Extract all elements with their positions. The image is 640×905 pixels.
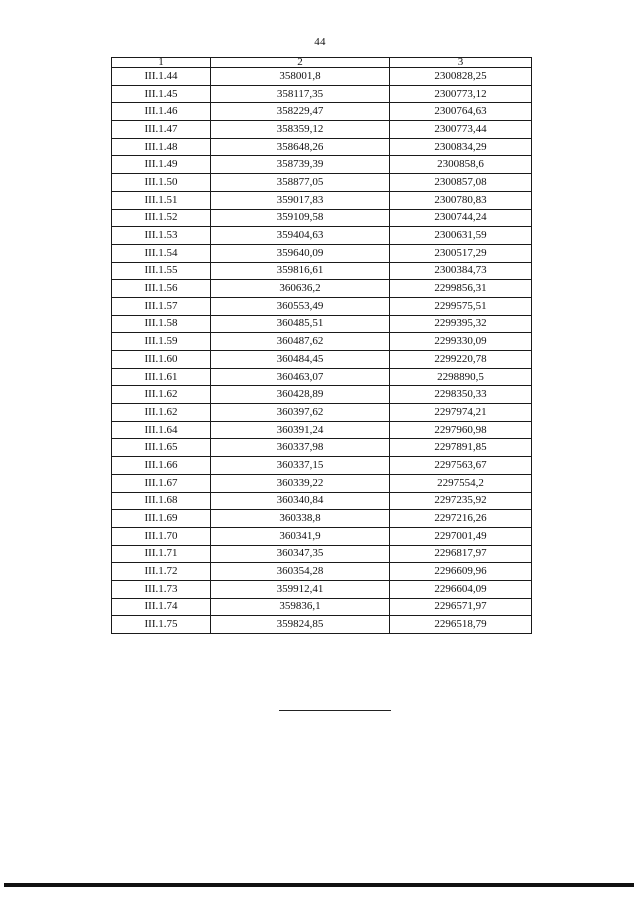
table-row <box>112 121 532 139</box>
table-row <box>112 315 532 333</box>
y-coordinate-cell: 2300631,59 <box>390 227 532 245</box>
x-coordinate-cell: 360485,51 <box>211 315 390 333</box>
end-divider-line <box>279 710 391 711</box>
x-coordinate-cell: 360463,07 <box>211 368 390 386</box>
x-coordinate-cell: 358648,26 <box>211 138 390 156</box>
bottom-edge-bar <box>4 883 634 887</box>
y-coordinate-cell: 2298890,5 <box>390 368 532 386</box>
x-coordinate-cell: 360391,24 <box>211 421 390 439</box>
table-row <box>112 262 532 280</box>
point-id-cell: III.1.58 <box>112 315 211 333</box>
table-row <box>112 474 532 492</box>
y-coordinate-cell: 2296817,97 <box>390 545 532 563</box>
y-coordinate-cell: 2300764,63 <box>390 103 532 121</box>
y-coordinate-cell: 2297960,98 <box>390 421 532 439</box>
table-row <box>112 297 532 315</box>
point-id-cell: III.1.72 <box>112 563 211 581</box>
table-row <box>112 510 532 528</box>
point-id-cell: III.1.68 <box>112 492 211 510</box>
y-coordinate-cell: 2297891,85 <box>390 439 532 457</box>
point-id-cell: III.1.65 <box>112 439 211 457</box>
y-coordinate-cell: 2299330,09 <box>390 333 532 351</box>
x-coordinate-cell: 359836,1 <box>211 598 390 616</box>
point-id-cell: III.1.74 <box>112 598 211 616</box>
table-row <box>112 439 532 457</box>
y-coordinate-cell: 2297563,67 <box>390 457 532 475</box>
x-coordinate-cell: 360339,22 <box>211 474 390 492</box>
y-coordinate-cell: 2299575,51 <box>390 297 532 315</box>
coordinates-table <box>111 57 532 634</box>
point-id-cell: III.1.49 <box>112 156 211 174</box>
x-coordinate-cell: 360487,62 <box>211 333 390 351</box>
x-coordinate-cell: 360553,49 <box>211 297 390 315</box>
x-coordinate-cell: 360337,15 <box>211 457 390 475</box>
y-coordinate-cell: 2297554,2 <box>390 474 532 492</box>
table-row <box>112 138 532 156</box>
x-coordinate-cell: 359816,61 <box>211 262 390 280</box>
y-coordinate-cell: 2297974,21 <box>390 404 532 422</box>
table-row <box>112 492 532 510</box>
x-coordinate-cell: 359912,41 <box>211 580 390 598</box>
table-row <box>112 103 532 121</box>
table-row <box>112 368 532 386</box>
table-row <box>112 598 532 616</box>
point-id-cell: III.1.64 <box>112 421 211 439</box>
x-coordinate-cell: 358877,05 <box>211 174 390 192</box>
point-id-cell: III.1.53 <box>112 227 211 245</box>
x-coordinate-cell: 360484,45 <box>211 351 390 369</box>
table-row <box>112 244 532 262</box>
x-coordinate-cell: 358229,47 <box>211 103 390 121</box>
table-row <box>112 333 532 351</box>
x-coordinate-cell: 359017,83 <box>211 191 390 209</box>
x-coordinate-cell: 358359,12 <box>211 121 390 139</box>
point-id-cell: III.1.75 <box>112 616 211 634</box>
table-row <box>112 209 532 227</box>
table-row <box>112 191 532 209</box>
point-id-cell: III.1.66 <box>112 457 211 475</box>
x-coordinate-cell: 360338,8 <box>211 510 390 528</box>
y-coordinate-cell: 2300858,6 <box>390 156 532 174</box>
table-header-row <box>112 58 532 68</box>
point-id-cell: III.1.61 <box>112 368 211 386</box>
y-coordinate-cell: 2300744,24 <box>390 209 532 227</box>
table-row <box>112 68 532 86</box>
y-coordinate-cell: 2296571,97 <box>390 598 532 616</box>
point-id-cell: III.1.60 <box>112 351 211 369</box>
point-id-cell: III.1.51 <box>112 191 211 209</box>
table-row <box>112 227 532 245</box>
x-coordinate-cell: 359824,85 <box>211 616 390 634</box>
point-id-cell: III.1.50 <box>112 174 211 192</box>
x-coordinate-cell: 358739,39 <box>211 156 390 174</box>
y-coordinate-cell: 2297235,92 <box>390 492 532 510</box>
point-id-cell: III.1.46 <box>112 103 211 121</box>
x-coordinate-cell: 358117,35 <box>211 85 390 103</box>
column-header-2: 2 <box>211 58 390 68</box>
x-coordinate-cell: 360340,84 <box>211 492 390 510</box>
table-row <box>112 174 532 192</box>
x-coordinate-cell: 358001,8 <box>211 68 390 86</box>
table-row <box>112 386 532 404</box>
x-coordinate-cell: 360341,9 <box>211 527 390 545</box>
y-coordinate-cell: 2296518,79 <box>390 616 532 634</box>
table-row <box>112 156 532 174</box>
x-coordinate-cell: 359404,63 <box>211 227 390 245</box>
point-id-cell: III.1.52 <box>112 209 211 227</box>
y-coordinate-cell: 2299395,32 <box>390 315 532 333</box>
table-row <box>112 351 532 369</box>
y-coordinate-cell: 2300773,12 <box>390 85 532 103</box>
table-row <box>112 457 532 475</box>
point-id-cell: III.1.48 <box>112 138 211 156</box>
table-row <box>112 280 532 298</box>
table-row <box>112 563 532 581</box>
table-row <box>112 421 532 439</box>
y-coordinate-cell: 2297001,49 <box>390 527 532 545</box>
point-id-cell: III.1.70 <box>112 527 211 545</box>
table-row <box>112 85 532 103</box>
y-coordinate-cell: 2300773,44 <box>390 121 532 139</box>
y-coordinate-cell: 2299220,78 <box>390 351 532 369</box>
y-coordinate-cell: 2300517,29 <box>390 244 532 262</box>
y-coordinate-cell: 2297216,26 <box>390 510 532 528</box>
point-id-cell: III.1.55 <box>112 262 211 280</box>
y-coordinate-cell: 2300828,25 <box>390 68 532 86</box>
y-coordinate-cell: 2300780,83 <box>390 191 532 209</box>
point-id-cell: III.1.57 <box>112 297 211 315</box>
point-id-cell: III.1.62 <box>112 386 211 404</box>
y-coordinate-cell: 2296609,96 <box>390 563 532 581</box>
table-row <box>112 580 532 598</box>
x-coordinate-cell: 360347,35 <box>211 545 390 563</box>
table-row <box>112 545 532 563</box>
point-id-cell: III.1.56 <box>112 280 211 298</box>
y-coordinate-cell: 2300857,08 <box>390 174 532 192</box>
x-coordinate-cell: 360354,28 <box>211 563 390 581</box>
y-coordinate-cell: 2296604,09 <box>390 580 532 598</box>
point-id-cell: III.1.59 <box>112 333 211 351</box>
point-id-cell: III.1.54 <box>112 244 211 262</box>
point-id-cell: III.1.73 <box>112 580 211 598</box>
table-row <box>112 527 532 545</box>
column-header-1: 1 <box>112 58 211 68</box>
page-number: 44 <box>314 36 326 48</box>
x-coordinate-cell: 359109,58 <box>211 209 390 227</box>
y-coordinate-cell: 2298350,33 <box>390 386 532 404</box>
x-coordinate-cell: 360428,89 <box>211 386 390 404</box>
y-coordinate-cell: 2299856,31 <box>390 280 532 298</box>
y-coordinate-cell: 2300834,29 <box>390 138 532 156</box>
point-id-cell: III.1.62 <box>112 404 211 422</box>
point-id-cell: III.1.67 <box>112 474 211 492</box>
table-row <box>112 616 532 634</box>
x-coordinate-cell: 360397,62 <box>211 404 390 422</box>
x-coordinate-cell: 360337,98 <box>211 439 390 457</box>
x-coordinate-cell: 359640,09 <box>211 244 390 262</box>
table-row <box>112 404 532 422</box>
point-id-cell: III.1.45 <box>112 85 211 103</box>
table-body <box>112 68 532 634</box>
x-coordinate-cell: 360636,2 <box>211 280 390 298</box>
point-id-cell: III.1.47 <box>112 121 211 139</box>
point-id-cell: III.1.44 <box>112 68 211 86</box>
point-id-cell: III.1.69 <box>112 510 211 528</box>
point-id-cell: III.1.71 <box>112 545 211 563</box>
y-coordinate-cell: 2300384,73 <box>390 262 532 280</box>
column-header-3: 3 <box>390 58 532 68</box>
